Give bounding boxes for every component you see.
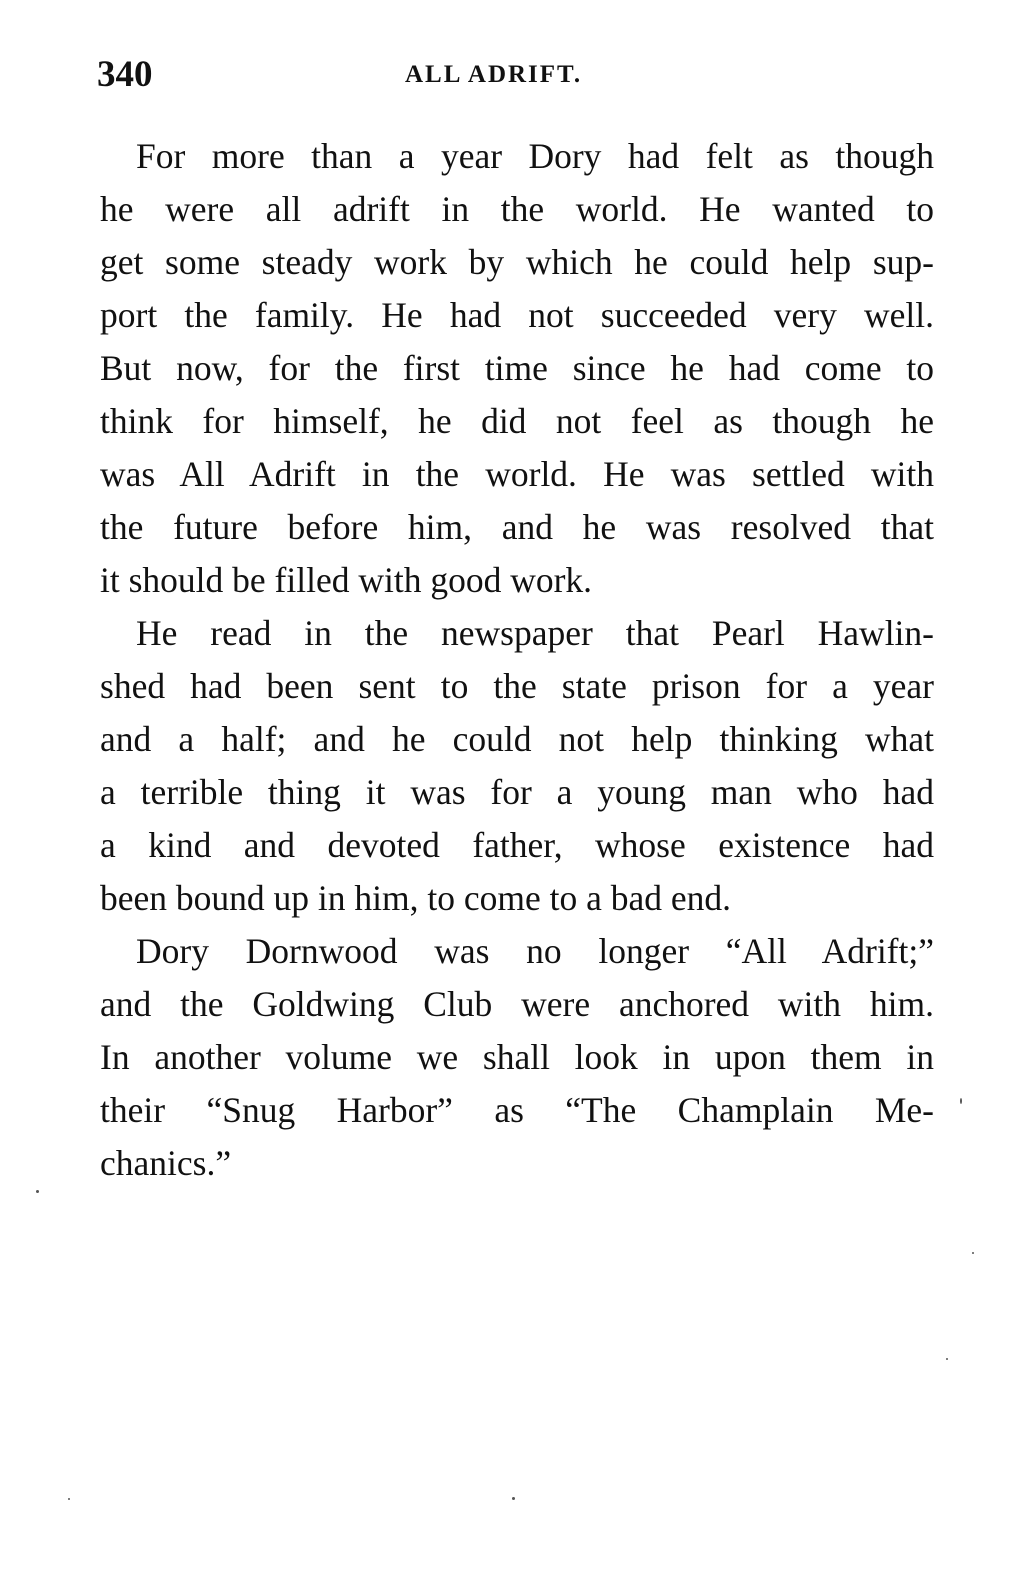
text-line: get some steady work by which he could help sup- (100, 242, 934, 282)
paragraph-3 (100, 925, 934, 1190)
text-line: a kind and devoted father, whose existence had (100, 825, 934, 865)
scan-speck (960, 1098, 962, 1104)
paragraph-2 (100, 607, 934, 925)
text-line: port the family. He had not succeeded very well. (100, 295, 934, 335)
running-head (97, 50, 935, 100)
scan-speck (972, 1252, 974, 1254)
text-line: and the Goldwing Club were anchored with him. (100, 984, 934, 1024)
scan-speck (512, 1497, 515, 1500)
running-title: ALL ADRIFT. (405, 61, 583, 88)
text-line: and a half; and he could not help thinking what (100, 719, 934, 759)
text-line: been bound up in him, to come to a bad end. (100, 878, 731, 918)
text-line: think for himself, he did not feel as though he (100, 401, 934, 441)
body-text (100, 130, 934, 1190)
text-line: the future before him, and he was resolved that (100, 507, 934, 547)
text-line: a terrible thing it was for a young man who had (100, 772, 934, 812)
text-line: For more than a year Dory had felt as though (136, 136, 934, 176)
text-line: In another volume we shall look in upon them in (100, 1037, 934, 1077)
paragraph-1 (100, 130, 934, 607)
text-line: He read in the newspaper that Pearl Hawlin- (136, 613, 934, 653)
scan-speck (68, 1498, 70, 1500)
text-line: it should be filled with good work. (100, 560, 593, 600)
text-line: he were all adrift in the world. He wanted to (100, 189, 934, 229)
text-line: was All Adrift in the world. He was settled with (100, 454, 934, 494)
scan-speck (946, 1358, 948, 1360)
text-line: shed had been sent to the state prison for a year (100, 666, 934, 706)
text-line: Dory Dornwood was no longer “All Adrift;” (136, 931, 934, 971)
text-line: chanics.” (100, 1143, 232, 1183)
text-line: their “Snug Harbor” as “The Champlain Me- (100, 1090, 934, 1130)
text-line: But now, for the first time since he had come to (100, 348, 934, 388)
page-number: 340 (97, 54, 153, 95)
scan-speck (36, 1190, 39, 1193)
